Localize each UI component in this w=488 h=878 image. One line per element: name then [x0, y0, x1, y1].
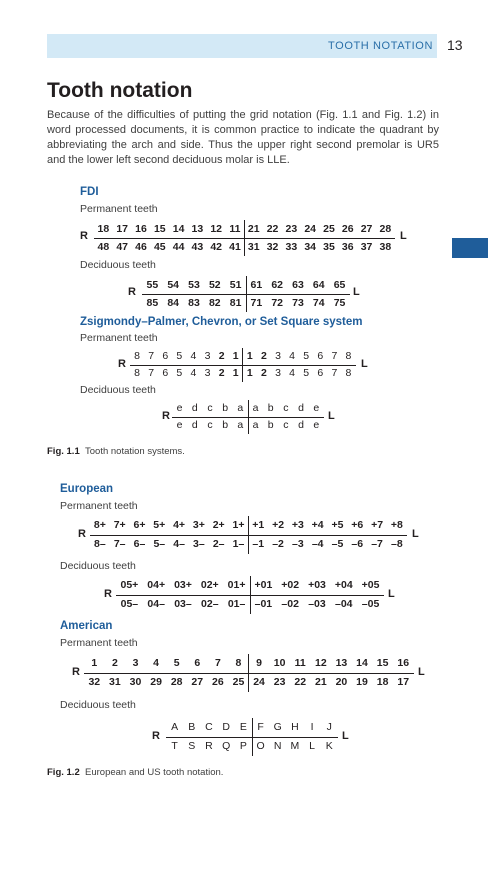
tooth-code: 3 — [204, 350, 211, 362]
midline-divider-line — [248, 400, 249, 434]
american-permanent-grid — [84, 654, 414, 692]
tooth-code: 03+ — [174, 579, 192, 591]
tooth-code: 12 — [210, 223, 223, 235]
tooth-code: +1 — [252, 519, 265, 531]
tooth-code: 53 — [188, 279, 200, 291]
tooth-code: F — [257, 721, 264, 733]
tooth-code: 8– — [94, 538, 106, 550]
tooth-code: 13 — [335, 657, 348, 669]
tooth-code: 22 — [266, 223, 279, 235]
tooth-code: –4 — [311, 538, 324, 550]
tooth-code: 26 — [212, 676, 224, 688]
running-header-title: TOOTH NOTATION — [328, 40, 433, 52]
european-title: European — [60, 483, 114, 495]
tooth-code: 2 — [218, 367, 225, 379]
tooth-code: 5 — [303, 350, 310, 362]
tooth-code: 27 — [191, 676, 204, 688]
tooth-code: 5 — [176, 350, 183, 362]
tooth-code: 9 — [256, 657, 262, 669]
tooth-code: 6– — [133, 538, 146, 550]
tooth-code: 32 — [88, 676, 101, 688]
tooth-code: 28 — [379, 223, 392, 235]
tooth-code: +01 — [254, 579, 273, 591]
tooth-code: 2 — [218, 350, 225, 362]
palmer-deciduous-right-label: R — [162, 410, 170, 422]
tooth-code: 4 — [190, 367, 197, 379]
tooth-code: 6 — [317, 350, 324, 362]
tooth-code: 62 — [271, 279, 284, 291]
tooth-code: 84 — [167, 297, 180, 309]
tooth-code: 27 — [360, 223, 373, 235]
tooth-code: 02– — [201, 598, 219, 610]
tooth-code: 02+ — [200, 579, 219, 591]
figure-1-2-caption: Fig. 1.2 European and US tooth notation. — [47, 767, 224, 778]
tooth-code: +04 — [334, 579, 353, 591]
tooth-code: +2 — [272, 519, 285, 531]
tooth-code: 03– — [174, 598, 192, 610]
midline-divider-line — [248, 516, 249, 554]
tooth-code: 01+ — [227, 579, 246, 591]
midline-divider-line — [244, 220, 245, 256]
tooth-code: 7 — [148, 350, 155, 362]
tooth-code: N — [273, 740, 282, 752]
tooth-code: –6 — [351, 538, 364, 550]
tooth-code: 2 — [111, 657, 118, 669]
european-deciduous-label: Deciduous teeth — [60, 560, 136, 572]
midline-divider-line — [242, 348, 243, 382]
tooth-code: 71 — [250, 297, 263, 309]
tooth-code: –05 — [361, 598, 380, 610]
tooth-code: B — [188, 721, 196, 733]
tooth-code: 13 — [191, 223, 204, 235]
tooth-code: 4+ — [173, 519, 186, 531]
tooth-code: +6 — [351, 519, 364, 531]
tooth-code: 1 — [246, 350, 253, 362]
tooth-code: 38 — [379, 241, 392, 253]
tooth-code: e — [176, 402, 183, 414]
tooth-code: 10 — [273, 657, 286, 669]
tooth-code: 01– — [227, 598, 246, 610]
tooth-code: 6 — [162, 350, 169, 362]
tooth-code: P — [239, 740, 247, 752]
tooth-code: 48 — [97, 241, 110, 253]
american-permanent-right-label: R — [72, 666, 80, 678]
european-deciduous-right-label: R — [104, 588, 112, 600]
tooth-code: +5 — [331, 519, 344, 531]
fdi-permanent-right-label: R — [80, 230, 88, 242]
tooth-code: +8 — [390, 519, 403, 531]
european-deciduous-left-label: L — [388, 588, 395, 600]
tooth-code: +02 — [281, 579, 300, 591]
tooth-code: 28 — [170, 676, 183, 688]
tooth-code: b — [222, 402, 229, 414]
tooth-code: 05– — [120, 598, 139, 610]
tooth-code: d — [298, 419, 305, 431]
page-title: Tooth notation — [47, 79, 193, 102]
tooth-code: –04 — [335, 598, 353, 610]
tooth-code: 8 — [134, 367, 140, 379]
tooth-code: 2– — [212, 538, 225, 550]
tooth-code: 18 — [97, 223, 110, 235]
palmer-permanent-right-label: R — [118, 358, 126, 370]
american-deciduous-grid — [166, 718, 338, 756]
tooth-code: d — [191, 419, 198, 431]
tooth-code: a — [252, 419, 259, 431]
tooth-code: 31 — [247, 241, 260, 253]
tooth-code: 1 — [232, 350, 239, 362]
tooth-code: 55 — [146, 279, 159, 291]
tooth-code: 32 — [266, 241, 279, 253]
tooth-code: 17 — [397, 676, 410, 688]
tooth-code: d — [191, 402, 198, 414]
tooth-code: 30 — [129, 676, 142, 688]
tooth-code: 8 — [345, 367, 352, 379]
palmer-deciduous-label: Deciduous teeth — [80, 384, 156, 396]
tooth-code: 54 — [167, 279, 180, 291]
palmer-deciduous-grid — [172, 400, 324, 434]
palmer-permanent-left-label: L — [361, 358, 368, 370]
tooth-code: 51 — [229, 279, 242, 291]
tooth-code: 15 — [376, 657, 389, 669]
tooth-code: c — [207, 419, 213, 431]
fdi-permanent-label: Permanent teeth — [80, 203, 158, 215]
tooth-code: 72 — [271, 297, 284, 309]
tooth-code: a — [237, 419, 244, 431]
midline-divider-line — [248, 654, 249, 692]
tooth-code: 21 — [247, 223, 260, 235]
tooth-code: 45 — [153, 241, 166, 253]
tooth-code: b — [267, 402, 274, 414]
tooth-code: c — [283, 419, 289, 431]
tooth-code: 4 — [190, 350, 197, 362]
midline-divider-line — [246, 276, 247, 312]
tooth-code: 3 — [275, 367, 281, 379]
european-permanent-right-label: R — [78, 528, 86, 540]
tooth-code: 24 — [304, 223, 316, 235]
tooth-code: 44 — [172, 241, 185, 253]
tooth-code: 63 — [292, 279, 304, 291]
tooth-code: 20 — [335, 676, 348, 688]
tooth-code: 36 — [341, 241, 354, 253]
tooth-code: 82 — [208, 297, 221, 309]
tooth-code: Q — [222, 740, 231, 752]
european-permanent-label: Permanent teeth — [60, 500, 138, 512]
tooth-code: 42 — [210, 241, 223, 253]
tooth-code: 16 — [135, 223, 147, 235]
tooth-code: –1 — [252, 538, 265, 550]
tooth-code: 4 — [289, 350, 295, 362]
tooth-code: 21 — [314, 676, 327, 688]
fdi-deciduous-label: Deciduous teeth — [80, 259, 156, 271]
midline-divider-line — [250, 576, 251, 614]
tooth-code: +03 — [308, 579, 326, 591]
tooth-code: 7 — [331, 367, 338, 379]
tooth-code: 7 — [331, 350, 338, 362]
palmer-permanent-grid — [130, 348, 356, 382]
tooth-code: K — [325, 740, 333, 752]
page-number: 13 — [447, 37, 463, 53]
tooth-code: 5+ — [153, 519, 166, 531]
tooth-code: 5 — [303, 367, 310, 379]
tooth-code: –02 — [281, 598, 299, 610]
tooth-code: 46 — [135, 241, 147, 253]
tooth-code: 3– — [193, 538, 205, 550]
tooth-code: 8 — [345, 350, 352, 362]
tooth-code: 83 — [188, 297, 200, 309]
tooth-code: 11 — [294, 657, 306, 669]
tooth-code: +05 — [361, 579, 380, 591]
tooth-code: b — [222, 419, 229, 431]
tooth-code: S — [188, 740, 196, 752]
tooth-code: H — [291, 721, 299, 733]
tooth-code: 1+ — [232, 519, 245, 531]
palmer-title: Zsigmondy–Palmer, Chevron, or Set Square system — [80, 316, 363, 328]
tooth-code: 23 — [273, 676, 286, 688]
tooth-code: a — [252, 402, 259, 414]
tooth-code: 1 — [246, 367, 253, 379]
american-title: American — [60, 620, 113, 632]
tooth-code: A — [171, 721, 179, 733]
tooth-code: 25 — [232, 676, 245, 688]
fdi-title: FDI — [80, 186, 99, 198]
tooth-code: –2 — [272, 538, 284, 550]
american-permanent-label: Permanent teeth — [60, 637, 138, 649]
tooth-code: +7 — [371, 519, 384, 531]
tooth-code: –8 — [391, 538, 403, 550]
tooth-code: 8+ — [93, 519, 106, 531]
fdi-permanent-left-label: L — [400, 230, 407, 242]
tooth-code: c — [207, 402, 213, 414]
tooth-code: +3 — [291, 519, 304, 531]
tooth-code: 15 — [153, 223, 166, 235]
tooth-code: 37 — [360, 241, 373, 253]
tooth-code: 64 — [312, 279, 325, 291]
tooth-code: 05+ — [120, 579, 139, 591]
european-permanent-grid — [90, 516, 408, 554]
tooth-code: D — [222, 721, 230, 733]
tooth-code: 41 — [229, 241, 241, 253]
tooth-code: 31 — [109, 676, 121, 688]
european-permanent-left-label: L — [412, 528, 419, 540]
tooth-code: 73 — [292, 297, 304, 309]
tooth-code: 2 — [260, 367, 267, 379]
tooth-code: 61 — [250, 279, 263, 291]
tooth-code: 7+ — [113, 519, 126, 531]
tooth-code: I — [310, 721, 314, 733]
tooth-code: M — [290, 740, 300, 752]
tooth-code: R — [205, 740, 213, 752]
tooth-code: +4 — [311, 519, 324, 531]
palmer-deciduous-left-label: L — [328, 410, 335, 422]
tooth-code: 6+ — [133, 519, 146, 531]
tooth-code: L — [309, 740, 316, 752]
tooth-code: 4 — [289, 367, 295, 379]
tooth-code: 14 — [356, 657, 368, 669]
tooth-code: 04+ — [147, 579, 166, 591]
figure-1-1-caption: Fig. 1.1 Tooth notation systems. — [47, 446, 185, 457]
tooth-code: 33 — [285, 241, 298, 253]
tooth-code: 5 — [176, 367, 183, 379]
american-deciduous-right-label: R — [152, 730, 160, 742]
tooth-code: 23 — [285, 223, 298, 235]
american-deciduous-label: Deciduous teeth — [60, 699, 136, 711]
tooth-code: 85 — [146, 297, 159, 309]
tooth-code: 12 — [314, 657, 327, 669]
fdi-deciduous-grid — [142, 276, 350, 312]
tooth-code: 4 — [153, 657, 159, 669]
tooth-code: e — [176, 419, 183, 431]
tooth-code: 26 — [341, 223, 354, 235]
tooth-code: 65 — [333, 279, 346, 291]
palmer-permanent-label: Permanent teeth — [80, 332, 158, 344]
tooth-code: 74 — [312, 297, 325, 309]
tooth-code: 3 — [204, 367, 211, 379]
tooth-code: 35 — [323, 241, 335, 253]
tooth-code: 19 — [356, 676, 368, 688]
chapter-thumb-tab — [452, 238, 488, 258]
tooth-code: b — [267, 419, 274, 431]
tooth-code: –01 — [254, 598, 273, 610]
tooth-code: 52 — [208, 279, 221, 291]
tooth-code: 04– — [147, 598, 165, 610]
tooth-code: 6 — [194, 657, 201, 669]
tooth-code: 22 — [294, 676, 307, 688]
tooth-code: 43 — [191, 241, 204, 253]
tooth-code: 2+ — [212, 519, 225, 531]
tooth-code: 16 — [397, 657, 410, 669]
tooth-code: 34 — [304, 241, 316, 253]
tooth-code: d — [298, 402, 305, 414]
tooth-code: a — [237, 402, 244, 414]
tooth-code: 24 — [253, 676, 265, 688]
tooth-code: 7– — [113, 538, 126, 550]
intro-paragraph: Because of the difficulties of putting the grid notation (Fig. 1.1 and Fig. 1.2) in word processed documents, it is common practice to indicate the quadrant by abbreviating the arch and side. Thus the upper right second premolar is UR5 and the lower left second deciduous molar is LLE. — [47, 109, 439, 166]
tooth-code: 29 — [150, 676, 162, 688]
tooth-code: –03 — [308, 598, 326, 610]
tooth-code: 75 — [333, 297, 346, 309]
fdi-deciduous-left-label: L — [353, 286, 360, 298]
american-permanent-left-label: L — [418, 666, 425, 678]
tooth-code: T — [171, 740, 178, 752]
tooth-code: 1 — [232, 367, 239, 379]
tooth-code: 17 — [116, 223, 129, 235]
tooth-code: e — [313, 419, 320, 431]
tooth-code: 5– — [153, 538, 166, 550]
tooth-code: 3 — [275, 350, 281, 362]
tooth-code: 6 — [317, 367, 324, 379]
tooth-code: E — [239, 721, 247, 733]
tooth-code: 8 — [235, 657, 242, 669]
midline-divider-line — [252, 718, 253, 756]
tooth-code: 47 — [116, 241, 129, 253]
tooth-code: 2 — [260, 350, 267, 362]
tooth-code: –3 — [292, 538, 304, 550]
tooth-code: 5 — [173, 657, 180, 669]
tooth-code: 3 — [132, 657, 139, 669]
tooth-code: 18 — [376, 676, 389, 688]
tooth-code: 1 — [91, 657, 98, 669]
tooth-code: 7 — [148, 367, 155, 379]
tooth-code: 8 — [134, 350, 140, 362]
tooth-code: 3+ — [192, 519, 205, 531]
tooth-code: C — [205, 721, 213, 733]
tooth-code: J — [326, 721, 332, 733]
tooth-code: 14 — [172, 223, 185, 235]
tooth-code: 6 — [162, 367, 169, 379]
tooth-code: 11 — [229, 223, 241, 235]
tooth-code: –7 — [371, 538, 383, 550]
european-deciduous-grid — [116, 576, 384, 614]
tooth-code: O — [256, 740, 265, 752]
american-deciduous-left-label: L — [342, 730, 349, 742]
fdi-permanent-grid — [94, 220, 396, 256]
tooth-code: e — [313, 402, 320, 414]
tooth-code: 4– — [173, 538, 185, 550]
tooth-code: –5 — [331, 538, 344, 550]
tooth-code: G — [273, 721, 282, 733]
tooth-code: 7 — [214, 657, 221, 669]
tooth-code: 81 — [229, 297, 242, 309]
fdi-deciduous-right-label: R — [128, 286, 136, 298]
tooth-code: 25 — [323, 223, 335, 235]
tooth-code: c — [283, 402, 289, 414]
tooth-code: 1– — [232, 538, 245, 550]
